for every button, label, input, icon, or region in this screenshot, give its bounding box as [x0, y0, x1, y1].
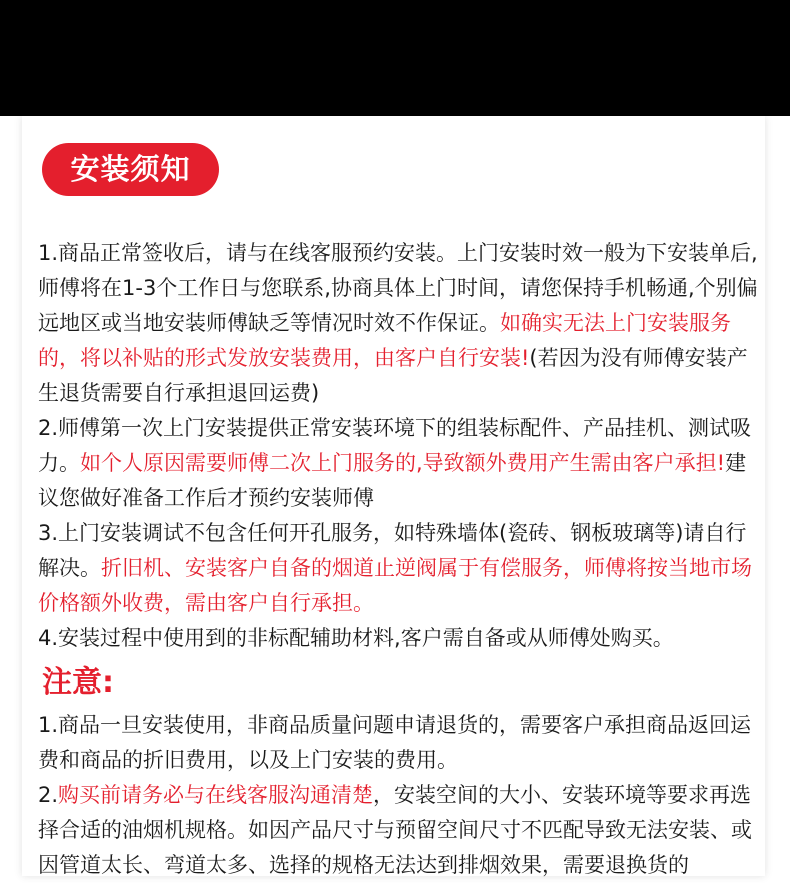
note-paragraph [38, 778, 766, 883]
notice-paragraph [38, 411, 766, 516]
notice-paragraph [38, 621, 766, 656]
body-text: 2.师傅第一次上门安装提供正常安装环境下的组装标配件、产品挂机、测试吸力。 [38, 416, 752, 475]
body-text: 1.商品正常签收后，请与在线客服预约安装。上门安装时效一般为下安装单后,师傅将在1-3个工作日与您联系,协商具体上门时间，请您保持手机畅通,个别偏远地区或当地安装师傅缺乏等情况时效不作保证。 [38, 241, 758, 335]
body-text: 3.上门安装调试不包含任何开孔服务，如特殊墙体(瓷砖、钢板玻璃等)请自行解决。 [38, 521, 747, 580]
body-text: 2. [38, 783, 59, 807]
note-paragraph [38, 708, 766, 778]
highlight-text: 如确实无法上门安装服务的，将以补贴的形式发放安装费用，由客户自行安装! [38, 311, 731, 370]
note-heading: 注意: [42, 665, 114, 700]
notes-list [38, 708, 766, 883]
highlight-text: 购买前请务必与在线客服沟通清楚 [58, 783, 374, 807]
page-title: 安装须知 [42, 143, 219, 196]
notice-paragraph [38, 236, 766, 411]
highlight-text: 如个人原因需要师傅二次上门服务的,导致额外费用产生需由客户承担! [80, 451, 726, 475]
top-black-banner [0, 0, 790, 116]
body-text: (若因为没有师傅安装产生退货需要自行承担退回运费) [38, 346, 748, 405]
body-text: 4.安装过程中使用到的非标配辅助材料,客户需自备或从师傅处购买。 [38, 626, 674, 650]
body-text: 建议您做好准备工作后才预约安装师傅 [38, 451, 747, 510]
notice-list [38, 236, 766, 656]
notice-content [38, 236, 766, 883]
notice-paragraph [38, 516, 766, 621]
body-text: ，安装空间的大小、安装环境等要求再选择合适的油烟机规格。如因产品尺寸与预留空间尺寸不匹配导致无法安装、或因管道太长、弯道太多、选择的规格无法达到排烟效果，需要退换货的 [38, 783, 752, 877]
body-text: 1.商品一旦安装使用，非商品质量问题申请退货的，需要客户承担商品返回运费和商品的折旧费用，以及上门安装的费用。 [38, 713, 752, 772]
highlight-text: 折旧机、安装客户自备的烟道止逆阀属于有偿服务，师傅将按当地市场价格额外收费，需由客户自行承担。 [38, 556, 752, 615]
